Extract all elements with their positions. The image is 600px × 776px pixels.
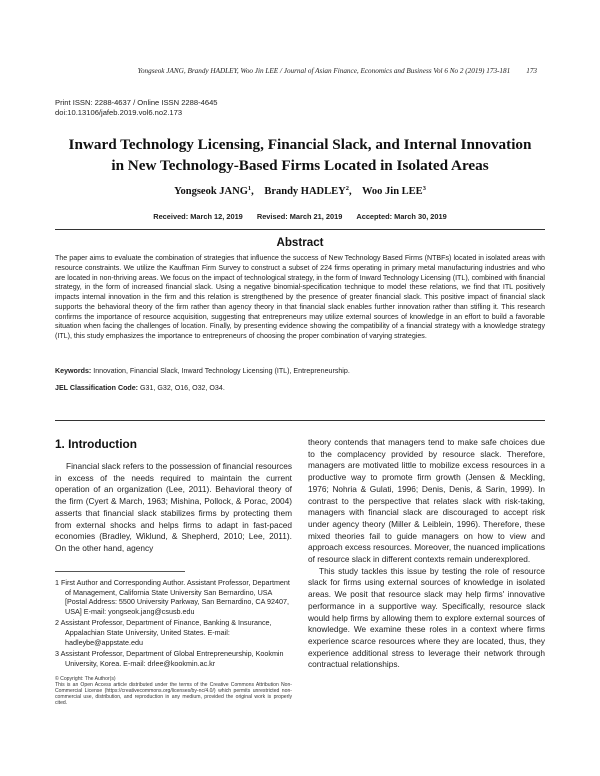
author-2-affiliation-mark: 2 — [345, 185, 349, 192]
author-list — [50, 186, 550, 197]
keywords — [55, 367, 545, 375]
revised-date: Revised: March 21, 2019 — [256, 212, 343, 221]
footnotes — [55, 578, 292, 670]
title-line-2: in New Technology-Based Firms Located in Isolated Areas — [111, 157, 489, 174]
accepted-date: Accepted: March 30, 2019 — [356, 212, 447, 221]
author-1: Yongseok JANG$^1$, — [174, 185, 254, 197]
jel-classification — [55, 384, 545, 392]
keywords-text: Innovation, Financial Slack, Inward Technology Licensing (ITL), Entrepreneurship. — [91, 367, 350, 375]
paper-title — [50, 134, 550, 176]
received-date: Received: March 12, 2019 — [153, 212, 243, 221]
submission-dates — [50, 212, 550, 221]
author-3-affiliation-mark: 3 — [422, 185, 426, 192]
author-3: Woo Jin LEE$^3$ — [362, 185, 426, 197]
jel-codes: G31, G32, O16, O32, O34. — [138, 384, 225, 392]
footnote-1: 1 First Author and Corresponding Author. Assistant Professor, Department of Management, California State University San Bernardino, USA [Postal Address: 5500 University Parkway, San Bernardino, CA 92407, USA] E-mail: yongseok.jang@csusb.edu — [55, 578, 290, 616]
issn-line: Print ISSN: 2288-4637 / Online ISSN 2288-4645 — [55, 98, 218, 107]
title-line-1: Inward Technology Licensing, Financial Slack, and Internal Innovation — [68, 136, 532, 153]
running-head — [60, 67, 537, 75]
intro-paragraph-1-continued: theory contends that managers tend to make safe choices due to the complacency provided by resource slack. Therefore, managers are motivated little to mobilize excess resources in a productive way to promote firm growth (Jensen & Meckling, 1976; Nohria & Gulati, 1996; Denis, Denis, & Sarin, 1999). In contrast to the perspective that relates slack with risk-taking, managers with financial slack are discouraged to accept risk under agency theory (Miller & Leiblein, 1996). Therefore, these mixed theories fail to guide managers on how to view and approach excess resources. Moreover, the nuanced implications of resource slack in different contexts remain underexplored. — [308, 437, 545, 565]
license-text: This is an Open Access article distributed under the terms of the Creative Commons Attribution Non-Commercial License (https://creativecommons.org/licenses/by-nc/4.0/) which permits unrestricted non-commercial use, distribution, and reproduction in any medium, provided the original work is properly cited. — [55, 682, 292, 707]
intro-paragraph-1: Financial slack refers to the possession of financial resources in excess of the needs required to maintain the current operation of an organization (Lee, 2011). Behavioral theory of the firm (Cyert & March, 1963; Mishina, Pollock, & Porac, 2004) asserts that financial slack stabilizes firms by protecting them from external shocks and helps firms to adapt in fast-paced economies (Bradley, Wiklund, & Shepherd, 2010; Lee, 2011). On the other hand, agency — [55, 461, 292, 553]
right-column — [308, 437, 545, 671]
page-number: 173 — [526, 67, 537, 75]
running-head-text: Yongseok JANG, Brandy HADLEY, Woo Jin LEE / Journal of Asian Finance, Economics and Business Vol 6 No 2 (2019) 173-181 — [137, 67, 511, 75]
abstract-body: The paper aims to evaluate the combination of strategies that influence the success of New Technology Based Firms (NTBFs) located in isolated areas with resource constraints. We utilize the Kauffman Firm Survey to construct a subset of 224 firms operating in primary metal manufacturing industries and who are located in non-thriving areas. We focus on the impact of technological strategy, in the form of Inward Technology Licensing (ITL), combined with financial strategy, in the form of increased financial slack. Using a negative binomial-specification technique to model these relations, we find that ITL positively impacts internal innovation in the firm and this relation is strengthened by the presence of greater financial slack. This positive impact of financial slack supports the behavioral theory of the firm rather than agency theory in that financial slack enables further innovation rather than stifling it. This research confirms the importance of resource acquisition, suggesting that entrepreneurs may utilize external sources of knowledge in an effort to build a favorable situation when facing the challenges of location. Finally, by presenting evidence showing the compatibility of a financial strategy with a knowledge strategy (ITL), this study emphasizes the importance to entrepreneurs of choosing the proper combination of varying strategies. — [55, 254, 545, 340]
abstract-top-rule — [55, 229, 545, 230]
footnote-rule — [55, 571, 185, 572]
issn-block — [55, 98, 218, 118]
footnote-3: 3 Assistant Professor, Department of Global Entrepreneurship, Kookmin University, Korea. E-mail: drlee@kookmin.ac.kr — [55, 649, 284, 668]
abstract-heading: Abstract — [276, 236, 324, 249]
intro-paragraph-2: This study tackles this issue by testing the role of resource slack for firms using external sources of knowledge in isolated areas. We posit that resource slack may help firms' innovative performance in a supportive way. Specifically, resource slack would help firms by allowing them to explore external sources of knowledge. We examine these roles in a context where firms experience scarce resources where they are located, thus, they experience additional stress to leverage their network through contractual relationships. — [308, 565, 545, 670]
license-notice — [55, 676, 292, 706]
section-heading-introduction: 1. Introduction — [55, 437, 137, 451]
author-1-affiliation-mark: 1 — [247, 185, 252, 192]
footnote-2: 2 Assistant Professor, Department of Finance, Banking & Insurance, Appalachian State University, United States. E-mail: hadleybe@appstate.edu — [55, 618, 272, 647]
abstract-bottom-rule — [55, 420, 545, 421]
author-2: Brandy HADLEY$^2$, — [264, 185, 352, 197]
jel-label: JEL Classification Code: — [55, 384, 139, 392]
keywords-label: Keywords: — [55, 367, 92, 375]
doi-line: doi:10.13106/jafeb.2019.vol6.no2.173 — [55, 108, 183, 117]
left-column — [55, 461, 292, 555]
copyright-line: © Copyright: The Author(s) — [55, 676, 116, 682]
